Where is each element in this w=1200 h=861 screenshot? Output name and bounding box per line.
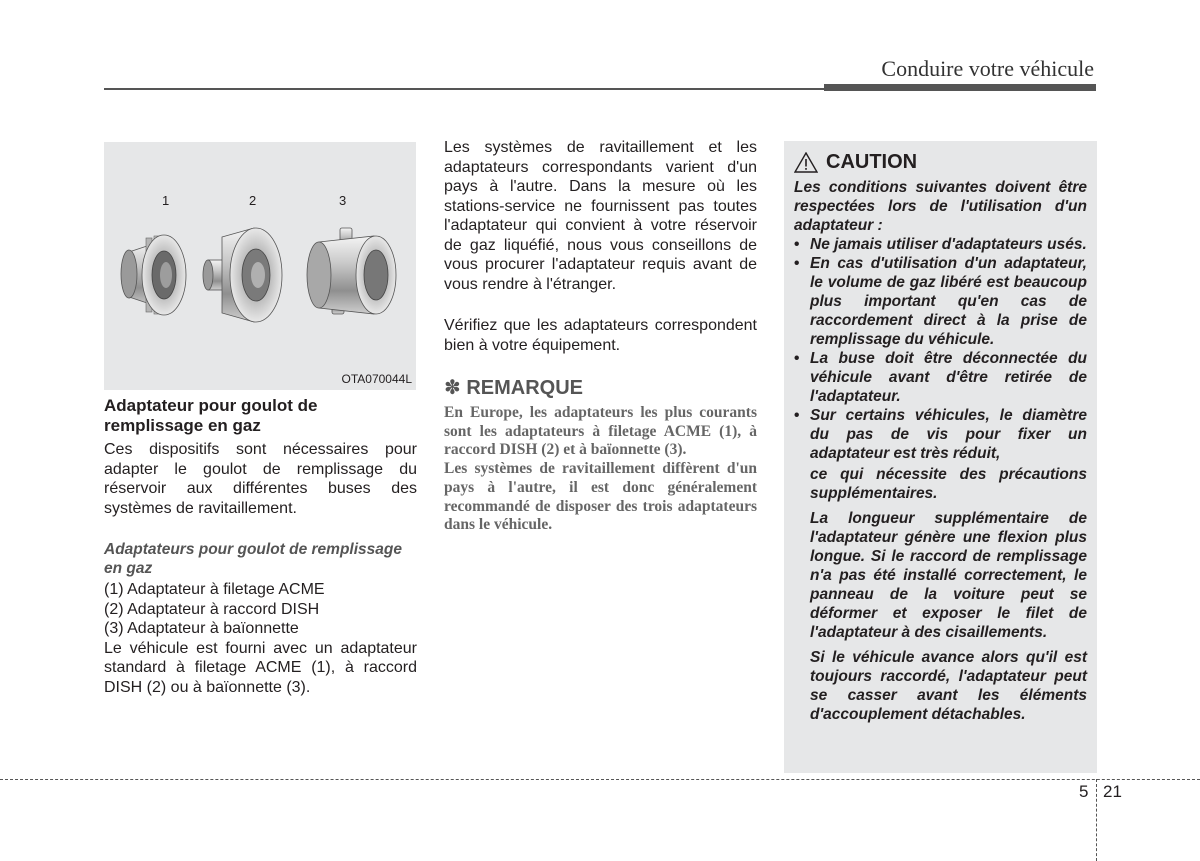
caution-bullet [794, 349, 1087, 406]
bullet-dot: • [794, 350, 800, 367]
section-number: 5 [1079, 782, 1089, 801]
list-item: (2) Adaptateur à raccord DISH [104, 600, 320, 618]
figure-code: OTA070044L [341, 372, 412, 386]
adapters-illustration [104, 142, 416, 390]
figure-label-1: 1 [162, 193, 170, 208]
caution-continuation: ce qui nécessite des précautions supplémentaires. [810, 466, 1087, 502]
bullet-dot: • [794, 255, 800, 272]
figure-label-2: 2 [249, 193, 257, 208]
remarque-paragraph: En Europe, les adaptateurs les plus courants sont les adaptateurs à filetage ACME (1), à raccord DISH (2) et à baïonnette (3). [444, 404, 757, 459]
closing-paragraph: Le véhicule est fourni avec un adaptateur standard à filetage ACME (1), à raccord DISH (2) ou à baïonnette (3). [104, 639, 417, 696]
caution-continuation: La longueur supplémentaire de l'adaptateur génère une flexion plus longue. Si le raccord de remplissage n'a pas été installé correctement, le panneau de la voiture peut se déformer et exposer le filet de l'adaptateur à des cisaillements. [810, 510, 1087, 641]
caution-box [784, 141, 1097, 773]
header-rule-accent [824, 84, 1096, 91]
footer-rule [0, 779, 1200, 780]
bullet-dot: • [794, 236, 800, 253]
italic-subheading: Adaptateurs pour goulot de remplissage en gaz [104, 541, 402, 577]
paragraph: Les systèmes de ravitaillement et les adaptateurs correspondants varient d'un pays à l'autre. Dans la mesure où les stations-service ne fournissent pas toutes l'adaptateur qui convient à votre réservoir de gaz liquéfié, nous vous conseillons de vous procurer l'adaptateur requis avant de vous rendre à l'étranger. [444, 139, 757, 293]
paragraph: Vérifiez que les adaptateurs correspondent bien à votre équipement. [444, 317, 757, 354]
bullet-text: Ne jamais utiliser d'adaptateurs usés. [810, 236, 1087, 253]
header-rule [104, 88, 824, 90]
bullet-dot: • [794, 407, 800, 424]
column-left [104, 396, 417, 697]
column-middle [444, 138, 757, 535]
adapter-bayonet-drawing [307, 228, 396, 314]
adapter-dish-drawing [203, 228, 282, 322]
caution-bullet [794, 235, 1087, 254]
intro-paragraph: Ces dispositifs sont nécessaires pour adapter le goulot de remplissage du réservoir aux différentes buses des systèmes de ravitaillement. [104, 441, 417, 517]
list-item: (1) Adaptateur à filetage ACME [104, 581, 325, 598]
remarque-paragraph: Les systèmes de ravitaillement diffèrent d'un pays à l'autre, il est donc généralement recommandé de disposer des trois adaptateurs dans le véhicule. [444, 460, 757, 534]
caution-continuation: Si le véhicule avance alors qu'il est toujours raccordé, l'adaptateur peut se casser avant les éléments d'accouplement détachables. [810, 649, 1087, 723]
caution-title: CAUTION [826, 151, 918, 173]
caution-bullet [794, 406, 1087, 463]
figure-label-3: 3 [339, 193, 347, 208]
bullet-text: La buse doit être déconnectée du véhicule avant d'être retirée de l'adaptateur. [810, 350, 1087, 405]
page-number-divider [1096, 779, 1097, 861]
caution-intro: Les conditions suivantes doivent être respectées lors de l'utilisation d'un adaptateur : [794, 179, 1087, 234]
adapter-figure [104, 142, 416, 390]
caution-bullet [794, 254, 1087, 349]
page-header-title: Conduire votre véhicule [881, 56, 1094, 81]
bullet-text: En cas d'utilisation d'un adaptateur, le volume de gaz libéré est beaucoup plus important qu'en cas de raccordement direct à la prise de remplissage du véhicule. [810, 255, 1087, 348]
list-item: (3) Adaptateur à baïonnette [104, 620, 299, 637]
bullet-text: Sur certains véhicules, le diamètre du pas de vis pour fixer un adaptateur est très réduit, [810, 407, 1087, 462]
adapter-acme-drawing [121, 235, 186, 315]
section-heading: Adaptateur pour goulot de remplissage en gaz [104, 396, 318, 435]
page-number: 21 [1103, 782, 1122, 801]
caution-header [794, 151, 1087, 174]
remarque-title: ✽ REMARQUE [444, 377, 583, 399]
warning-triangle-icon [794, 152, 818, 173]
